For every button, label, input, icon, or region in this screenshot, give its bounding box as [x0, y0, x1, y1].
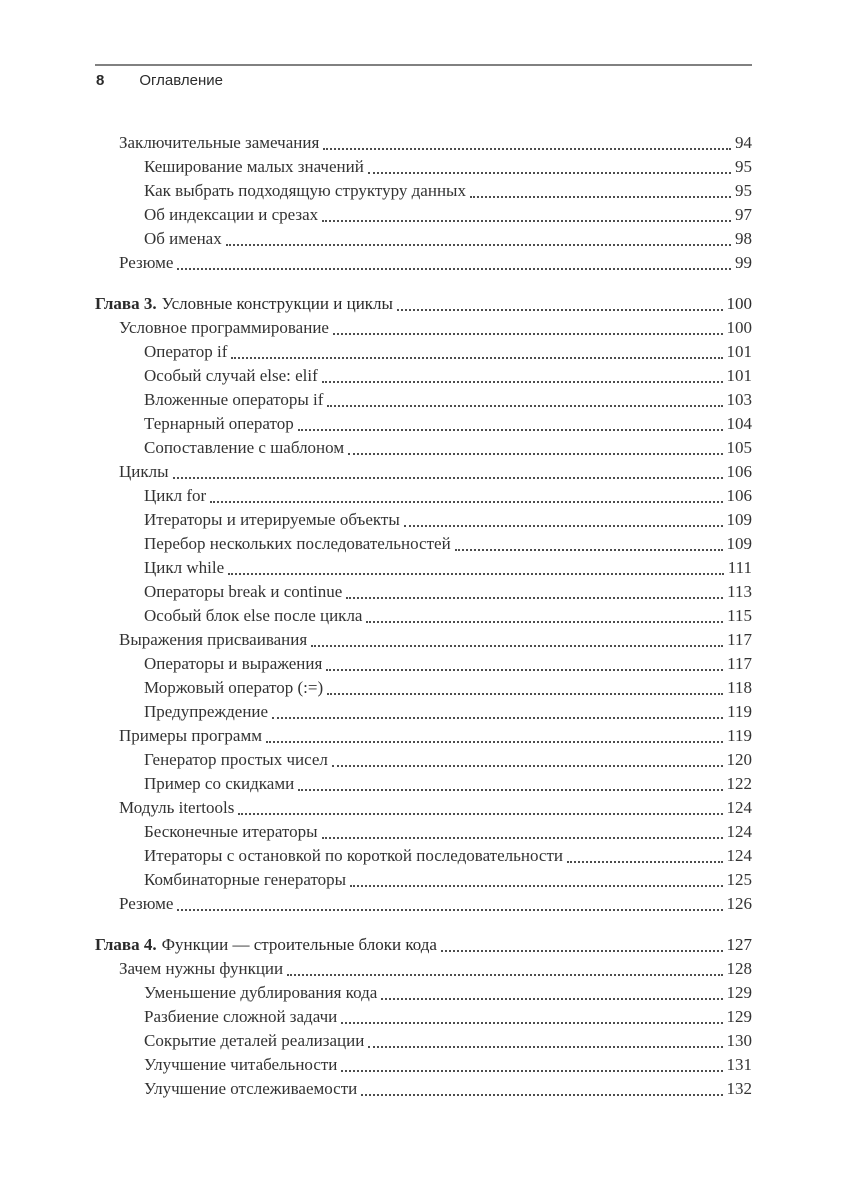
toc-entry: [95, 340, 752, 364]
entry-title: Выражения присваивания: [119, 630, 308, 649]
dotted-leader: [350, 885, 722, 887]
dotted-leader: [341, 1070, 722, 1072]
dotted-leader: [327, 693, 723, 695]
toc-entry: [95, 604, 752, 628]
header-rule: [95, 64, 752, 66]
dotted-leader: [177, 268, 731, 270]
dotted-leader: [177, 909, 722, 911]
entry-title: Сокрытие деталей реализации: [144, 1031, 365, 1050]
entry-title: Модуль itertools: [119, 798, 235, 817]
entry-page-number: 124: [726, 798, 752, 817]
entry-page-number: 106: [726, 462, 752, 481]
entry-title: Особый случай else: elif: [144, 366, 318, 385]
chapter-label: Глава 3.: [95, 294, 157, 313]
dotted-leader: [470, 196, 731, 198]
dotted-leader: [323, 148, 731, 150]
toc-entry: [95, 131, 752, 155]
toc-entry: [95, 748, 752, 772]
entry-title: Итераторы с остановкой по короткой последовательности: [144, 846, 563, 865]
entry-page-number: 124: [726, 822, 752, 841]
entry-title: Об именах: [144, 229, 222, 248]
toc-entry: [95, 508, 752, 532]
toc-entry: [95, 580, 752, 604]
dotted-leader: [327, 405, 722, 407]
table-of-contents: [95, 131, 752, 1101]
entry-title: Кеширование малых значений: [144, 157, 364, 176]
dotted-leader: [567, 861, 723, 863]
toc-entry: [95, 484, 752, 508]
dotted-leader: [368, 1046, 722, 1048]
entry-page-number: 117: [727, 654, 752, 673]
toc-entry: [95, 1005, 752, 1029]
entry-title: Уменьшение дублирования кода: [144, 983, 378, 1002]
entry-page-number: 94: [735, 133, 752, 152]
dotted-leader: [404, 525, 723, 527]
entry-title: Оператор if: [144, 342, 228, 361]
toc-chapter-entry: [95, 292, 752, 316]
toc-entry: [95, 628, 752, 652]
toc-entry: [95, 227, 752, 251]
dotted-leader: [441, 950, 723, 952]
toc-entry: [95, 868, 752, 892]
dotted-leader: [298, 789, 722, 791]
entry-page-number: 104: [726, 414, 752, 433]
entry-page-number: 113: [727, 582, 752, 601]
entry-page-number: 118: [727, 678, 752, 697]
entry-title: Особый блок else после цикла: [144, 606, 363, 625]
entry-title: Заключительные замечания: [119, 133, 320, 152]
toc-entry: [95, 203, 752, 227]
entry-page-number: 109: [726, 534, 752, 553]
entry-page-number: 97: [735, 205, 752, 224]
dotted-leader: [326, 669, 723, 671]
toc-entry: [95, 957, 752, 981]
dotted-leader: [226, 244, 731, 246]
dotted-leader: [333, 333, 723, 335]
entry-page-number: 122: [726, 774, 752, 793]
toc-entry: [95, 676, 752, 700]
entry-page-number: 106: [726, 486, 752, 505]
entry-title: Перебор нескольких последовательностей: [144, 534, 451, 553]
entry-page-number: 105: [726, 438, 752, 457]
toc-entry: [95, 436, 752, 460]
toc-entry: [95, 532, 752, 556]
dotted-leader: [287, 974, 722, 976]
entry-title: Бесконечные итераторы: [144, 822, 318, 841]
dotted-leader: [238, 813, 722, 815]
entry-page-number: 98: [735, 229, 752, 248]
toc-entry: [95, 388, 752, 412]
dotted-leader: [173, 477, 723, 479]
toc-entry: [95, 316, 752, 340]
entry-page-number: 125: [726, 870, 752, 889]
entry-title: Моржовый оператор (:=): [144, 678, 324, 697]
entry-title: Тернарный оператор: [144, 414, 294, 433]
toc-entry: [95, 364, 752, 388]
entry-page-number: 119: [727, 702, 752, 721]
dotted-leader: [322, 220, 731, 222]
toc-entry: [95, 460, 752, 484]
entry-page-number: 101: [726, 366, 752, 385]
dotted-leader: [272, 717, 723, 719]
dotted-leader: [341, 1022, 722, 1024]
dotted-leader: [231, 357, 722, 359]
dotted-leader: [361, 1094, 722, 1096]
entry-title: Об индексации и срезах: [144, 205, 319, 224]
entry-title: Генератор простых чисел: [144, 750, 328, 769]
entry-page-number: 128: [726, 959, 752, 978]
dotted-leader: [322, 837, 723, 839]
entry-title: Пример со скидками: [144, 774, 295, 793]
toc-entry: [95, 724, 752, 748]
entry-title: Условное программирование: [119, 318, 329, 337]
entry-title: Сопоставление с шаблоном: [144, 438, 345, 457]
entry-title: Предупреждение: [144, 702, 269, 721]
entry-title: Резюме: [119, 253, 174, 272]
dotted-leader: [368, 172, 731, 174]
entry-title: Как выбрать подходящую структуру данных: [144, 181, 466, 200]
toc-entry: [95, 556, 752, 580]
entry-title: Функции — строительные блоки кода: [161, 935, 437, 954]
entry-title: Улучшение отслеживаемости: [144, 1079, 358, 1098]
entry-title: Улучшение читабельности: [144, 1055, 338, 1074]
entry-page-number: 126: [726, 894, 752, 913]
entry-title: Комбинаторные генераторы: [144, 870, 347, 889]
entry-title: Операторы и выражения: [144, 654, 323, 673]
toc-entry: [95, 981, 752, 1005]
dotted-leader: [322, 381, 723, 383]
dotted-leader: [366, 621, 723, 623]
entry-title: Зачем нужны функции: [119, 959, 284, 978]
entry-page-number: 129: [726, 983, 752, 1002]
entry-page-number: 103: [726, 390, 752, 409]
toc-entry: [95, 892, 752, 916]
dotted-leader: [381, 998, 722, 1000]
entry-page-number: 131: [726, 1055, 752, 1074]
entry-page-number: 99: [735, 253, 752, 272]
toc-entry: [95, 1053, 752, 1077]
entry-title: Цикл while: [144, 558, 225, 577]
entry-page-number: 95: [735, 157, 752, 176]
toc-entry: [95, 844, 752, 868]
toc-entry: [95, 412, 752, 436]
entry-page-number: 109: [726, 510, 752, 529]
entry-title: Циклы: [119, 462, 169, 481]
entry-page-number: 119: [727, 726, 752, 745]
toc-entry: [95, 700, 752, 724]
entry-page-number: 101: [726, 342, 752, 361]
entry-page-number: 111: [727, 558, 752, 577]
toc-entry: [95, 652, 752, 676]
entry-title: Примеры программ: [119, 726, 262, 745]
dotted-leader: [210, 501, 722, 503]
entry-page-number: 130: [726, 1031, 752, 1050]
entry-page-number: 120: [726, 750, 752, 769]
entry-page-number: 129: [726, 1007, 752, 1026]
dotted-leader: [266, 741, 723, 743]
toc-entry: [95, 179, 752, 203]
dotted-leader: [455, 549, 723, 551]
toc-entry: [95, 251, 752, 275]
toc-entry: [95, 820, 752, 844]
dotted-leader: [311, 645, 723, 647]
entry-title: Условные конструкции и циклы: [161, 294, 393, 313]
entry-title: Вложенные операторы if: [144, 390, 324, 409]
dotted-leader: [298, 429, 723, 431]
dotted-leader: [397, 309, 723, 311]
dotted-leader: [332, 765, 723, 767]
entry-title: Резюме: [119, 894, 174, 913]
entry-page-number: 117: [727, 630, 752, 649]
running-header-page-number: 8: [96, 72, 105, 89]
dotted-leader: [346, 597, 723, 599]
toc-chapter-entry: [95, 933, 752, 957]
entry-page-number: 95: [735, 181, 752, 200]
toc-entry: [95, 796, 752, 820]
dotted-leader: [228, 573, 724, 575]
chapter-label: Глава 4.: [95, 935, 157, 954]
entry-title: Цикл for: [144, 486, 207, 505]
entry-title: Операторы break и continue: [144, 582, 343, 601]
entry-page-number: 100: [726, 318, 752, 337]
entry-page-number: 115: [727, 606, 752, 625]
toc-entry: [95, 1029, 752, 1053]
entry-title: Разбиение сложной задачи: [144, 1007, 338, 1026]
entry-page-number: 124: [726, 846, 752, 865]
dotted-leader: [348, 453, 722, 455]
entry-page-number: 132: [726, 1079, 752, 1098]
entry-title: Итераторы и итерируемые объекты: [144, 510, 400, 529]
toc-entry: [95, 155, 752, 179]
entry-page-number: 127: [726, 935, 752, 954]
entry-page-number: 100: [726, 294, 752, 313]
toc-entry: [95, 1077, 752, 1101]
running-header: [96, 72, 223, 89]
running-header-title: Оглавление: [139, 72, 223, 89]
toc-entry: [95, 772, 752, 796]
